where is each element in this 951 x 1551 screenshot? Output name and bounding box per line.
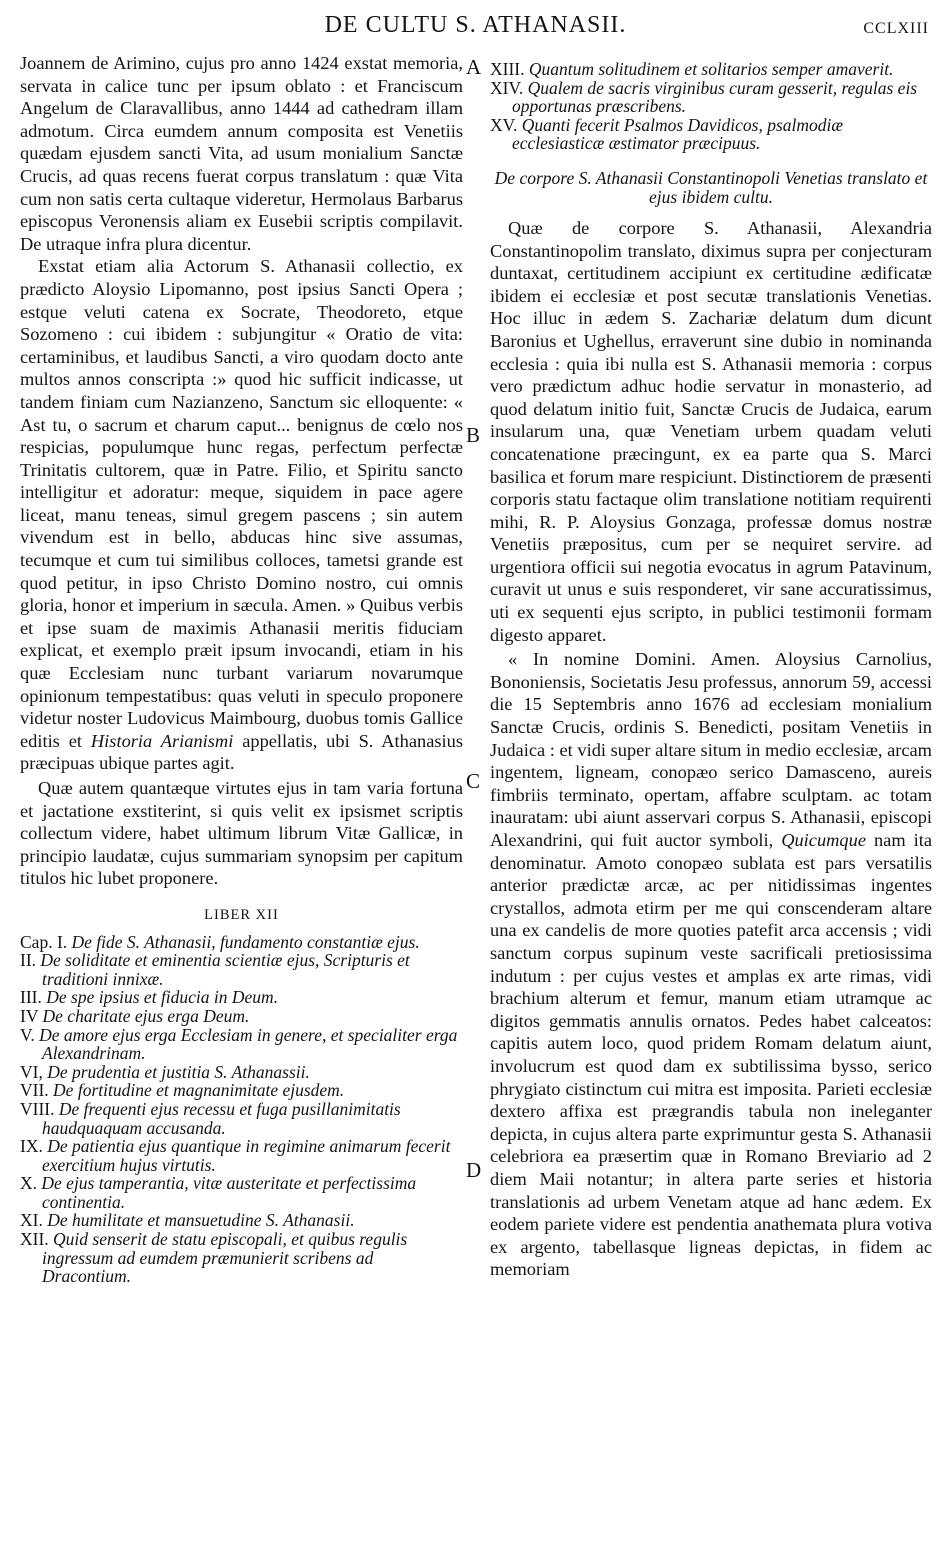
text-run: appellatis, ubi S. Athanasius præcipuas ubique partes agit. [20,730,463,774]
chapter-title: De prudentia et justitia S. Athanassii. [47,1061,310,1082]
chapter-entry [490,116,932,153]
chapter-title: De patientia ejus quantique in regimine animarum fecerit exercitium hujus virtutis. [42,1136,451,1175]
section-heading: De corpore S. Athanasii Constantinopoli Venetias translato et ejus ibidem cultu. [494,167,928,207]
chapter-number: VII. [20,1080,49,1101]
chapter-entry [20,1230,463,1286]
margin-letter-b: B [466,423,481,447]
margin-letter-a: A [466,55,482,79]
chapter-number: IX. [20,1136,43,1157]
chapter-title: Quantum solitudinem et solitarios semper amaverit. [528,59,894,79]
chapter-number: XII. [20,1229,49,1250]
book-heading: LIBER XII [204,906,279,923]
text-run: « In nomine Domini. Amen. Aloysius Carnolius, Bononiensis, Societatis Jesu professus, annorum 59, accessi die 15 Septembris anno 1676 ad ecclesiam monialium Sanctæ Crucis, ordinis S. Benedicti, positam Venetiis in Judaica : et vidi super altare situm in medio ecclesiæ, arcam ingentem, ligneam, conopæo serico Damasceno, aureis fimbriis terminato, opertam, affabre sculptam. ac totam inauratam: ubi aiunt asservari corpus S. Athanasii, episcopi Alexandrini, qui fuit auctor symboli, [490,649,932,850]
chapter-number: VIII. [20,1098,55,1119]
chapter-number: XI. [20,1210,43,1231]
paragraph [20,255,463,775]
paragraph: Quæ autem quantæque virtutes ejus in tam varia fortuna et jactatione exstiterint, si quis velit ex ipsismet scriptis collectum videre, habet ultimum librum Vitæ Gallicæ, in principio laudatæ, cujus summariam synopsim per capitum titulos hic lubet proponere. [20,778,463,889]
chapter-number: III. [20,987,42,1008]
page-number: CCLXIII [863,20,929,37]
chapter-number: VI, [20,1061,43,1082]
chapter-title: De ejus tamperantia, vitæ austeritate et perfectissima continentia. [41,1173,417,1212]
margin-letter-c: C [466,769,481,793]
chapter-entry [490,60,932,79]
paragraph [490,648,932,1281]
margin-letter-d: D [466,1158,482,1182]
chapter-title: Quanti fecerit Psalmos Davidicos, psalmodiæ ecclesiasticæ æstimator præcipuus. [512,114,844,154]
right-column [490,60,932,1281]
chapter-number: V. [20,1024,35,1045]
chapter-title: De spe ipsius et fiducia in Deum. [46,987,279,1008]
chapter-title: De amore ejus erga Ecclesiam in genere, et specialiter erga Alexandrinam. [39,1024,458,1064]
text-run: Exstat etiam alia Actorum S. Athanasii collectio, ex prædicto Aloysio Lipomanno, post ipsius Sancti Opera ; estque veluti catena ex Socrate, Theodoreto, etque Sozomeno : cui ibidem : subjungitur « Oratio de vita: certaminibus, et laudibus Sancti, a viro quodam docto ante multos annos conscripta :» quod hic sufficit indicasse, ut tandem finiam cum Nazianzeno, Sanctum sic elloquente: « Ast tu, o sacrum et charum caput... benignus de cœlo nos respicias, populumque hunc regas, perfectum perfectæ Trinitatis cultorem, quæ in Patre. Filio, et Spiritu sancto intelligitur et adoratur: meque, siquidem in pace agere liceat, manu teneas, simul gregem pascens ; sin autem vivendum est in bello, abducas hinc sive assumas, tecumque et cum tui similibus colloces, tametsi grande est quod petitur, in ipso Christo Domino nostro, cui omnis gloria, honor et imperium in sæcula. Amen. » Quibus verbis et ipse suam de maximis Athanasii meritis fiduciam explicat, et exemplo præit ipsum invocandi, etiam in his quæ Ecclesiam nunc turbant variarum novarumque opinionum tempestatibus: quas veluti in speculo proponere videtur noster Ludovicus Maimbourg, duobus tomis Gallice editis et [20,256,463,751]
chapter-title: De charitate ejus erga Deum. [42,1005,250,1026]
chapter-entry [490,79,932,116]
chapter-title: De frequenti ejus recessu et fuga pusillanimitatis haudquaquam accusanda. [42,1098,401,1138]
chapter-number: XV. [490,114,518,135]
book-title-italic: Historia Arianismi [90,730,234,751]
chapter-entry [20,1100,463,1137]
chapter-title: De humilitate et mansuetudine S. Athanasii. [47,1210,355,1231]
chapter-list [490,60,932,153]
chapter-number: Cap. I. [20,931,68,952]
chapter-entry [20,1137,463,1174]
running-title: DE CULTU S. ATHANASII. [324,12,627,38]
chapter-entry [20,1026,463,1063]
chapter-entry [20,1081,463,1100]
chapter-title: De fide S. Athanasii, fundamento constantiæ ejus. [71,931,420,952]
chapter-entry [20,1174,463,1211]
chapter-title: De soliditate et eminentia scientiæ ejus, Scripturis et traditioni innixæ. [40,950,410,989]
chapter-number: II. [20,950,37,971]
chapter-entry [20,1063,463,1082]
chapter-number: XIV. [490,77,524,98]
chapter-entry [20,1007,463,1026]
chapter-number: X. [20,1173,38,1194]
text-run: nam ita denominatur. Amoto conopæo sublata est pars versatilis anterior prædictæ arcæ, ac per nitidissimas ingentes crystallos, admota etirm per me qui conscenderam altare una ex candelis de more quoties patefit arca accensis ; vidi sanctum corpus supinum veste sacrificali pretiosissima indutum : per cujus vestes et amplas ex arte rimas, vidi brachium alterum et femur, manum etiam utramque ac digitos gemmatis annulis ornatos. Pedes habet calceatos: capitis autem loco, quod pridem Romam delatum aiunt, involucrum est quod dam ex subtilissima bysso, serico phrygiato cistinctum cui mitra est imposita. Parieti ecclesiæ dextero affixa est prægrandis tabula non ineleganter depicta, in cujus altera parte exprimuntur gesta S. Athanasii celebriora ea præsertim quæ in Romano Breviario ad 2 diem Maii notantur; in altera parte series et historia translationis ad urbem Venetam atque ad hanc ædem. Ex eodem pariete videre est pendentia anathemata plura votiva ex argento, tabellasque ligneas depictas, in fidem ac memoriam [490,830,932,1280]
chapter-entry [20,1211,463,1230]
chapter-entry [20,951,463,988]
chapter-title: De fortitudine et magnanimitate ejusdem. [53,1080,345,1101]
chapter-number: IV [20,1005,39,1026]
left-column [20,52,463,1286]
chapter-entry [20,988,463,1007]
symbol-name-italic: Quicumque [781,830,866,850]
paragraph: Joannem de Arimino, cujus pro anno 1424 exstat memoria, servata in calice tunc per ipsum oblato : et Franciscum Angelum de Claravallibus, anno 1444 ad cathedram illam admotum. Circa eumdem annum composita est Venetiis quædam ejusdem sancti Vita, ad usum monialium Sanctæ Crucis, ad quas recens fuerat corpus translatum : quæ Vita cum non satis certa cultaque videretur, Hermolaus Barbarus episcopus Veronensis aliam ex Eusebii scriptis compilavit. De utraque infra plura dicentur. [20,53,463,254]
chapter-title: Qualem de sacris virginibus curam gesserit, regulas eis opportunas præscribens. [512,77,918,117]
chapter-list [20,933,463,1286]
chapter-title: Quid senserit de statu episcopali, et quibus regulis ingressum ad eumdem præmunierit scribens ad Dracontium. [42,1229,408,1287]
paragraph: Quæ de corpore S. Athanasii, Alexandria Constantinopolim translato, diximus supra per conjecturam duntaxat, certitudinem accipiunt ex certitudine ædificatæ ibidem ei ecclesiæ et post secutæ translationis Venetias. Hoc illuc in ædem S. Zachariæ delatum dum dicunt Baronius et Ughellus, erraverunt sine dubio in nominanda ecclesia : quia ibi nulla est S. Athanasii memoria : corpus vero prædictum adhuc hodie servatur in monasterio, ad quod delatum initio fuit, Sanctæ Crucis de Judaica, earum insularum una, quæ Venetiam urbem quadam veluti concatenatione præcingunt, ex ea parte qua S. Marci basilica et forum mare respiciunt. Distinctiorem de præsenti corporis statu factaque olim translatione notitiam requirenti mihi, R. P. Aloysius Gonzaga, professæ domus nostræ Venetiis præpositus, cum per se nequiret servire. ad urgentiora officii sui negotia evocatus in agrum Patavinum, curavit ut unus e suis responderet, vir sane accuratissimus, uti ex sequenti ejus scripto, in publici testimonii formam digesto apparet. [490,217,932,645]
chapter-number: XIII. [490,59,525,79]
chapter-entry [20,933,463,952]
